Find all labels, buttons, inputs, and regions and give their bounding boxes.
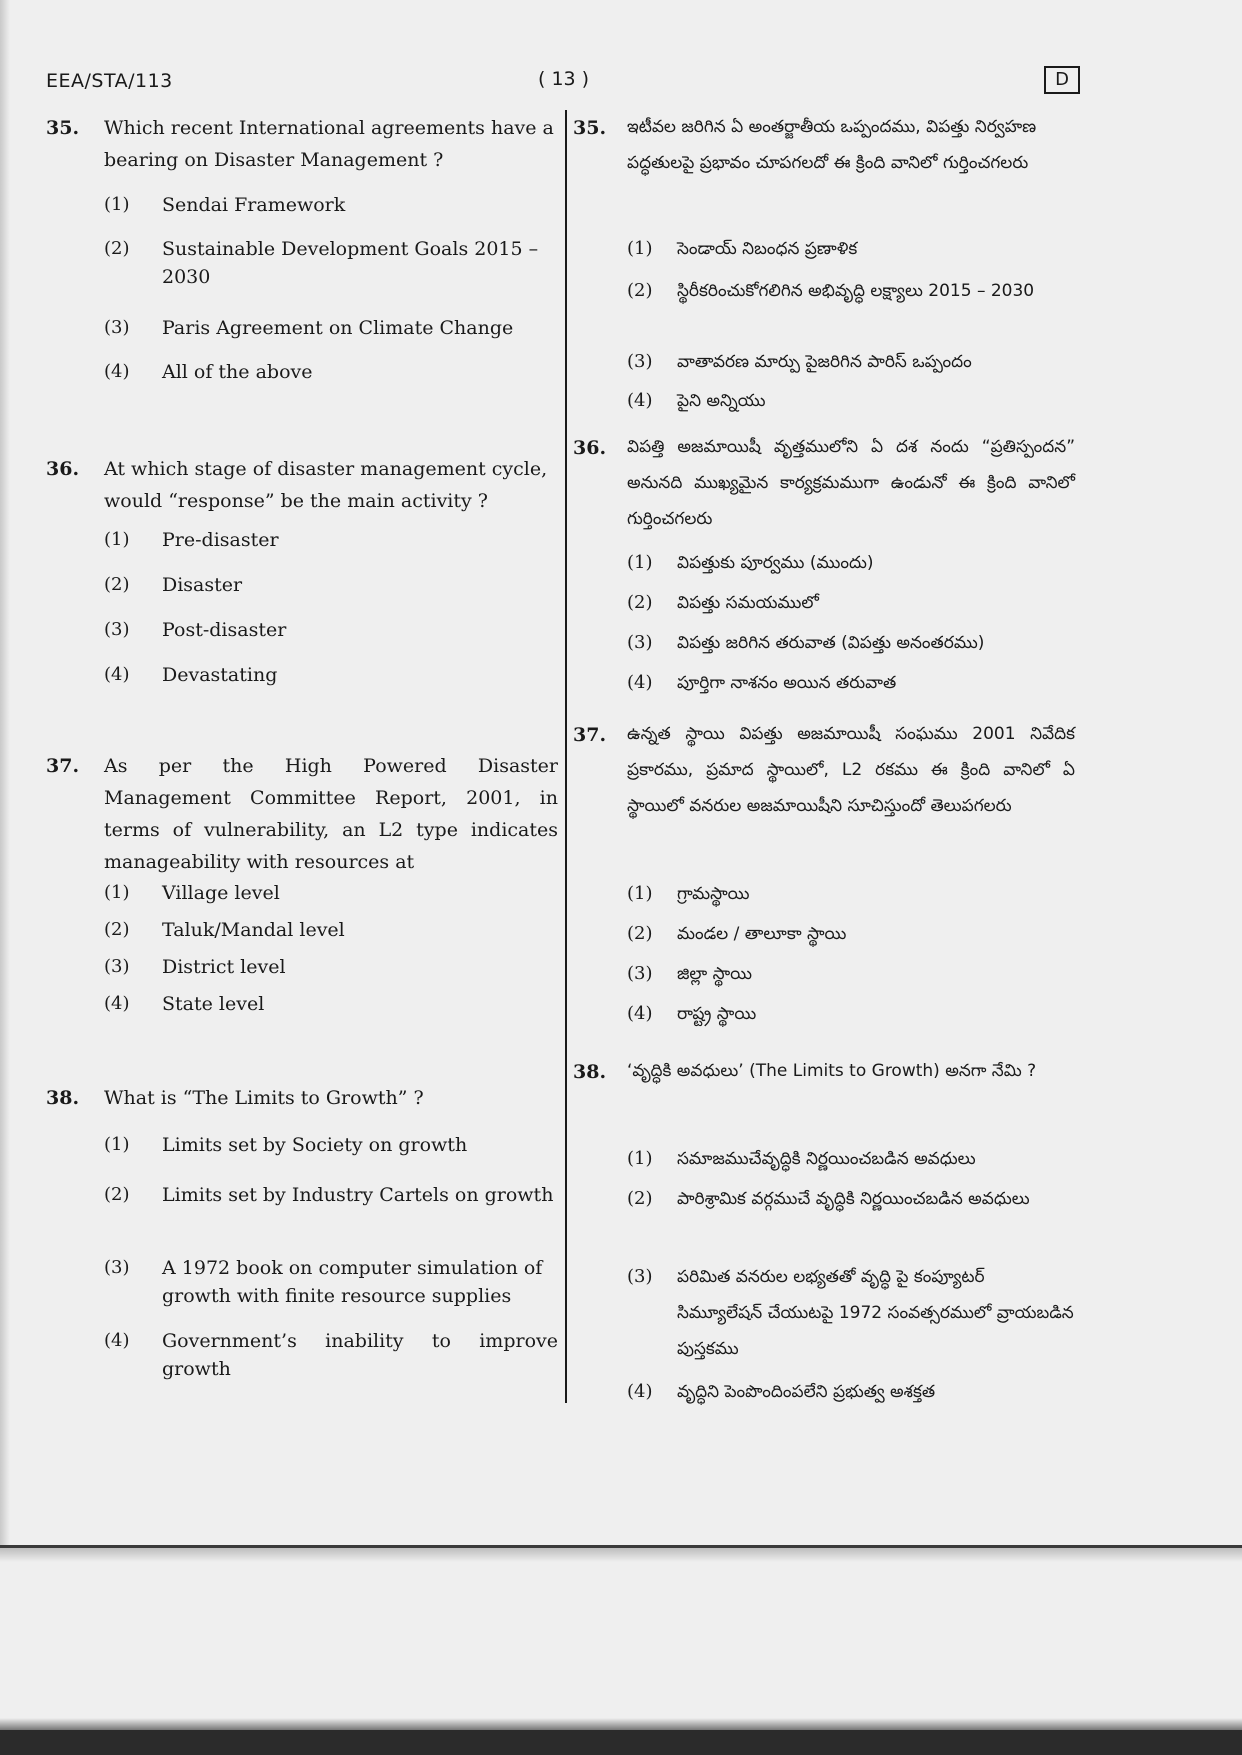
option-text: Sustainable Development Goals 2015 – 2030 — [162, 238, 539, 288]
option-number: (1) — [104, 529, 130, 550]
question-number: 35. — [573, 117, 607, 139]
question-text: What is “The Limits to Growth” ? — [104, 1087, 424, 1109]
option-text: పూర్తిగా నాశనం అయిన తరువాత — [677, 673, 897, 693]
page-bottom-edge — [0, 1718, 1242, 1730]
option-text: గ్రామస్థాయి — [677, 884, 750, 904]
option-text: విపత్తుకు పూర్వము (ముందు) — [677, 553, 874, 573]
question-38-en — [0, 1087, 565, 1387]
option-number: (3) — [627, 1266, 653, 1287]
question-text: ఇటీవల జరిగిన ఏ అంతర్జాతీయ ఒప్పందము, విపత్తు నిర్వహణ పద్ధతులపై ప్రభావం చూపగలదో ఈ క్రింది వానిలో గుర్తించగలరు — [627, 117, 1037, 173]
question-number: 38. — [46, 1087, 80, 1109]
option-number: (1) — [104, 194, 130, 215]
option-number: (4) — [627, 1381, 653, 1402]
question-37-en — [0, 755, 565, 1035]
option-number: (2) — [104, 1184, 130, 1205]
option-number: (2) — [627, 280, 653, 301]
booklet-set-box: D — [1044, 66, 1080, 94]
option-number: (1) — [104, 1134, 130, 1155]
question-36-en — [0, 458, 565, 698]
option-number: (4) — [627, 390, 653, 411]
option-number: (2) — [104, 574, 130, 595]
option-text: A 1972 book on computer simulation of growth with finite resource supplies — [162, 1257, 543, 1307]
option-text: పారిశ్రామిక వర్గముచే వృద్ధికి నిర్ణయించబడిన అవధులు — [677, 1189, 1030, 1209]
option-text: Village level — [162, 882, 280, 904]
option-text: సెండాయ్ నిబంధన ప్రణాళిక — [677, 239, 858, 259]
question-number: 35. — [46, 117, 80, 139]
option-number: (3) — [627, 963, 653, 984]
option-number: (1) — [627, 238, 653, 259]
option-number: (2) — [104, 238, 130, 259]
option-number: (1) — [104, 882, 130, 903]
option-number: (2) — [627, 592, 653, 613]
question-number: 36. — [573, 437, 607, 459]
option-text: Paris Agreement on Climate Change — [162, 317, 514, 339]
option-number: (4) — [627, 672, 653, 693]
option-number: (3) — [104, 619, 130, 640]
option-text: పైని అన్నియు — [677, 391, 766, 411]
option-text: వృద్ధిని పెంపొందింపలేని ప్రభుత్వ అశక్తత — [677, 1382, 936, 1402]
option-number: (3) — [104, 956, 130, 977]
option-text: State level — [162, 993, 265, 1015]
option-text: Limits set by Society on growth — [162, 1134, 468, 1156]
option-text: విపత్తు జరిగిన తరువాత (విపత్తు అనంతరము) — [677, 633, 985, 653]
question-38-te — [567, 1061, 1087, 1401]
option-number: (4) — [104, 361, 130, 382]
page-number: ( 13 ) — [538, 68, 590, 90]
question-text: Which recent International agreements have a bearing on Disaster Management ? — [104, 117, 554, 171]
option-number: (1) — [627, 1148, 653, 1169]
option-text: పరిమిత వనరుల లభ్యతతో వృద్ధి పై కంప్యూటర్ సిమ్యూలేషన్ చేయుటపై 1972 సంవత్సరములో వ్రాయబడిన పుస్తకము — [677, 1267, 1074, 1359]
question-number: 37. — [46, 755, 80, 777]
page-fold-shadow — [0, 1548, 1242, 1562]
option-text: Limits set by Industry Cartels on growth — [162, 1184, 554, 1206]
question-number: 38. — [573, 1061, 607, 1083]
question-text: విపత్తి అజమాయిషీ వృత్తములోని ఏ దశ నందు “ప్రతిస్పందన” అనునది ముఖ్యమైన కార్యక్రమముగా ఉండునో ఈ క్రింది వానిలో గుర్తించగలరు — [627, 437, 1075, 529]
option-text: మండల / తాలూకా స్థాయి — [677, 924, 847, 944]
option-number: (3) — [627, 632, 653, 653]
option-text: Sendai Framework — [162, 194, 346, 216]
option-text: Government’s inability to improve growth — [162, 1330, 558, 1380]
question-number: 36. — [46, 458, 80, 480]
question-number: 37. — [573, 724, 607, 746]
question-35-en — [0, 117, 565, 383]
option-number: (4) — [104, 664, 130, 685]
option-text: Post-disaster — [162, 619, 287, 641]
option-text: స్థిరీకరించుకోగలిగిన అభివృద్ధి లక్ష్యాలు 2015 – 2030 — [677, 281, 1035, 301]
option-text: వాతావరణ మార్పు పైజరిగిన పారిస్ ఒప్పందం — [677, 352, 972, 372]
option-text: Disaster — [162, 574, 243, 596]
question-text: ‘వృద్ధికి అవధులు’ (The Limits to Growth) అనగా నేమి ? — [627, 1061, 1037, 1081]
option-text: All of the above — [162, 361, 313, 383]
option-number: (2) — [627, 923, 653, 944]
option-number: (3) — [104, 317, 130, 338]
option-text: విపత్తు సమయములో — [677, 593, 819, 613]
question-35-te — [567, 117, 1087, 417]
option-text: సమాజముచేవృద్ధికి నిర్ణయించబడిన అవధులు — [677, 1149, 976, 1169]
option-number: (1) — [627, 552, 653, 573]
option-text: జిల్లా స్థాయి — [677, 964, 753, 984]
option-text: Pre-disaster — [162, 529, 279, 551]
option-number: (3) — [104, 1257, 130, 1278]
option-text: Devastating — [162, 664, 278, 686]
option-text: Taluk/Mandal level — [162, 919, 345, 941]
option-number: (2) — [627, 1188, 653, 1209]
question-text: ఉన్నత స్థాయి విపత్తు అజమాయిషీ సంఘము 2001 నివేదిక ప్రకారము, ప్రమాద స్థాయిలో, L2 రకము ఈ క్రింది వానిలో ఏ స్థాయిలో వనరుల అజమాయిషీని సూచిస్తుందో తెలుపగలరు — [627, 724, 1075, 816]
option-number: (1) — [627, 883, 653, 904]
question-36-te — [567, 437, 1087, 717]
option-text: రాష్ట్ర స్థాయి — [677, 1004, 757, 1024]
option-number: (4) — [104, 1330, 130, 1351]
question-37-te — [567, 724, 1087, 1024]
option-number: (3) — [627, 351, 653, 372]
question-text: At which stage of disaster management cycle, would “response” be the main activity ? — [104, 458, 548, 512]
paper-code: EEA/STA/113 — [46, 70, 173, 92]
question-text: As per the High Powered Disaster Management Committee Report, 2001, in terms of vulnerability, an L2 type indicates manageability with resources at — [104, 755, 558, 873]
option-number: (4) — [627, 1003, 653, 1024]
option-number: (2) — [104, 919, 130, 940]
option-number: (4) — [104, 993, 130, 1014]
option-text: District level — [162, 956, 286, 978]
